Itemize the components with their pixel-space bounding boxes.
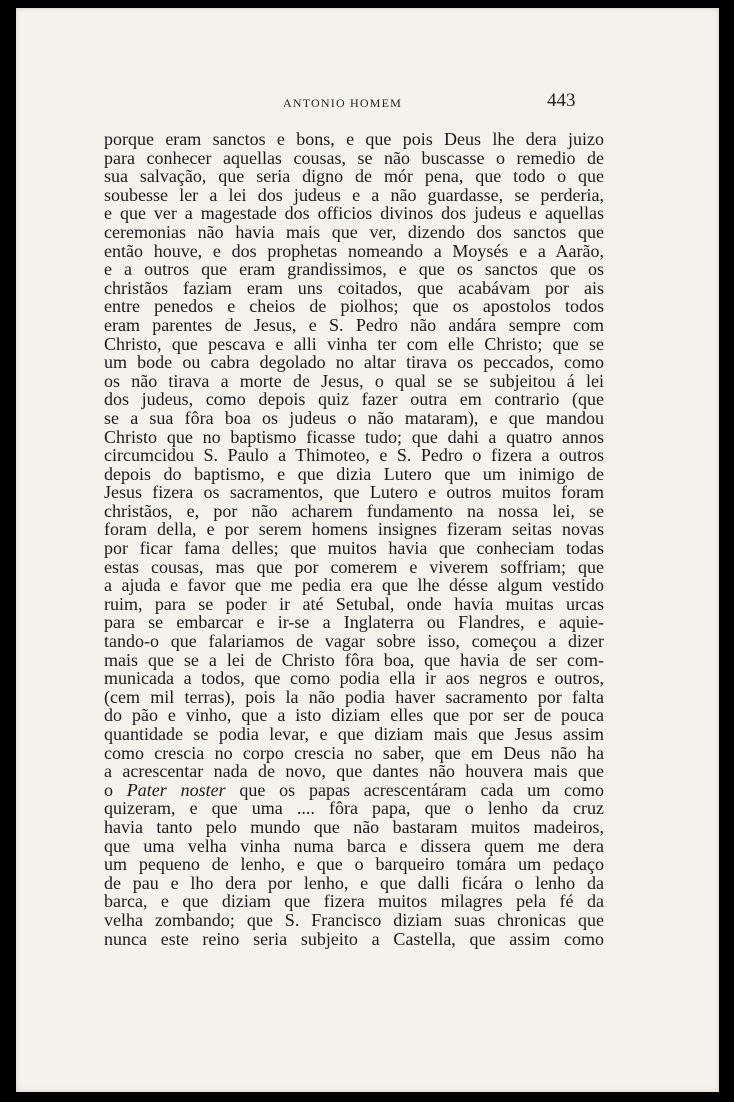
text-line: Christo, que pescava e alli vinha ter com elle Christo; que se <box>104 333 604 354</box>
text-line: um pequeno de lenho, e que o barqueiro tomára um pedaço <box>104 854 604 875</box>
text-line: circumcidou S. Paulo a Thimoteo, e S. Pedro o fizera a outros <box>104 445 604 466</box>
text-line: christãos faziam eram uns coitados, que acabávam por ais <box>104 277 604 298</box>
text-line: mais que se a lei de Christo fôra boa, que havia de ser com- <box>104 649 604 670</box>
text-line: e a outros que eram grandissimos, e que os sanctos que os <box>104 259 604 280</box>
text-line: estas cousas, mas que por comerem e viverem soffriam; que <box>104 556 604 577</box>
text-line: um bode ou cabra degolado no altar tirava os peccados, como <box>104 352 604 373</box>
text-line: havia tanto pelo mundo que não bastaram muitos madeiros, <box>104 816 604 837</box>
text-line: foram della, e por serem homens insignes fizeram seitas novas <box>104 519 604 540</box>
body-text <box>104 130 604 948</box>
text-line: de pau e lho dera por lenho, e que dalli ficára o lenho da <box>104 872 604 893</box>
text-line: e que ver a magestade dos officios divinos dos judeus e aquellas <box>104 203 604 224</box>
text-line: a ajuda e favor que me pedia era que lhe désse algum vestido <box>104 575 604 596</box>
text-line: a acrescentar nada de novo, que dantes não houvera mais que <box>104 761 604 782</box>
text-line: velha zombando; que S. Francisco diziam suas chronicas que <box>104 909 604 930</box>
text-line: soubesse ler a lei dos judeus e a não guardasse, se perderia, <box>104 184 604 205</box>
text-line: que uma velha vinha numa barca e dissera quem me dera <box>104 835 604 856</box>
text-line: christãos, e, por não acharem fundamento na nossa lei, se <box>104 500 604 521</box>
text-line: então houve, e dos prophetas nomeando a Moysés e a Aarão, <box>104 240 604 261</box>
text-line: como crescia no corpo crescia no saber, que em Deus não ha <box>104 742 604 763</box>
text-line: quizeram, e que uma .... fôra papa, que o lenho da cruz <box>104 798 604 819</box>
text-line: tando-o que falariamos de vagar sobre isso, começou a dizer <box>104 631 604 652</box>
text-line: ruim, para se poder ir até Setubal, onde havia muitas urcas <box>104 593 604 614</box>
text-line: por ficar fama delles; que muitos havia que conheciam todas <box>104 538 604 559</box>
text-line: do pão e vinho, que a isto diziam elles que por ser de pouca <box>104 705 604 726</box>
text-line: porque eram sanctos e bons, e que pois Deus lhe dera juizo <box>104 129 604 149</box>
text-line: entre penedos e cheios de piolhos; que os apostolos todos <box>104 296 604 317</box>
text-line: ceremonias não havia mais que ver, dizendo dos sanctos que <box>104 221 604 242</box>
running-title: ANTONIO HOMEM <box>283 96 403 110</box>
text-line: depois do baptismo, e que dizia Lutero que um inimigo de <box>104 463 604 484</box>
text-segment: o <box>104 779 127 800</box>
text-segment: que os papas acrescentáram cada um como <box>225 779 605 800</box>
text-line: se a sua fôra boa os judeus o não mataram), e que mandou <box>104 407 604 428</box>
text-line: Christo que no baptismo ficasse tudo; que dahi a quatro annos <box>104 426 604 447</box>
text-line: municada a todos, que como podia ella ir aos negros e outros, <box>104 668 604 689</box>
italic-phrase: Pater noster <box>126 779 226 800</box>
text-line: para conhecer aquellas cousas, se não buscasse o remedio de <box>104 147 604 168</box>
text-line: barca, e que diziam que fizera muitos milagres pela fé da <box>104 891 604 912</box>
text-line: para se embarcar e ir-se a Inglaterra ou Flandres, e aquie- <box>104 612 604 633</box>
text-line: sua salvação, que seria digno de mór pena, que todo o que <box>104 166 604 187</box>
page-number: 443 <box>547 90 576 111</box>
text-line: dos judeus, como depois quiz fazer outra em contrario (que <box>104 389 604 410</box>
text-line: quantidade se podia levar, e que diziam mais que Jesus assim <box>104 724 604 744</box>
text-line: nunca este reino seria subjeito a Castella, que assim como <box>104 928 604 949</box>
text-line: (cem mil terras), pois la não podia haver sacramento por falta <box>104 686 604 707</box>
text-line: eram parentes de Jesus, e S. Pedro não andára sempre com <box>104 314 604 335</box>
text-line-pater-noster <box>104 781 604 800</box>
book-page <box>16 8 719 1092</box>
text-line: os não tirava a morte de Jesus, o qual se se subjeitou á lei <box>104 370 604 391</box>
text-line: Jesus fizera os sacramentos, que Lutero e outros muitos foram <box>104 482 604 503</box>
page-header <box>16 90 719 114</box>
